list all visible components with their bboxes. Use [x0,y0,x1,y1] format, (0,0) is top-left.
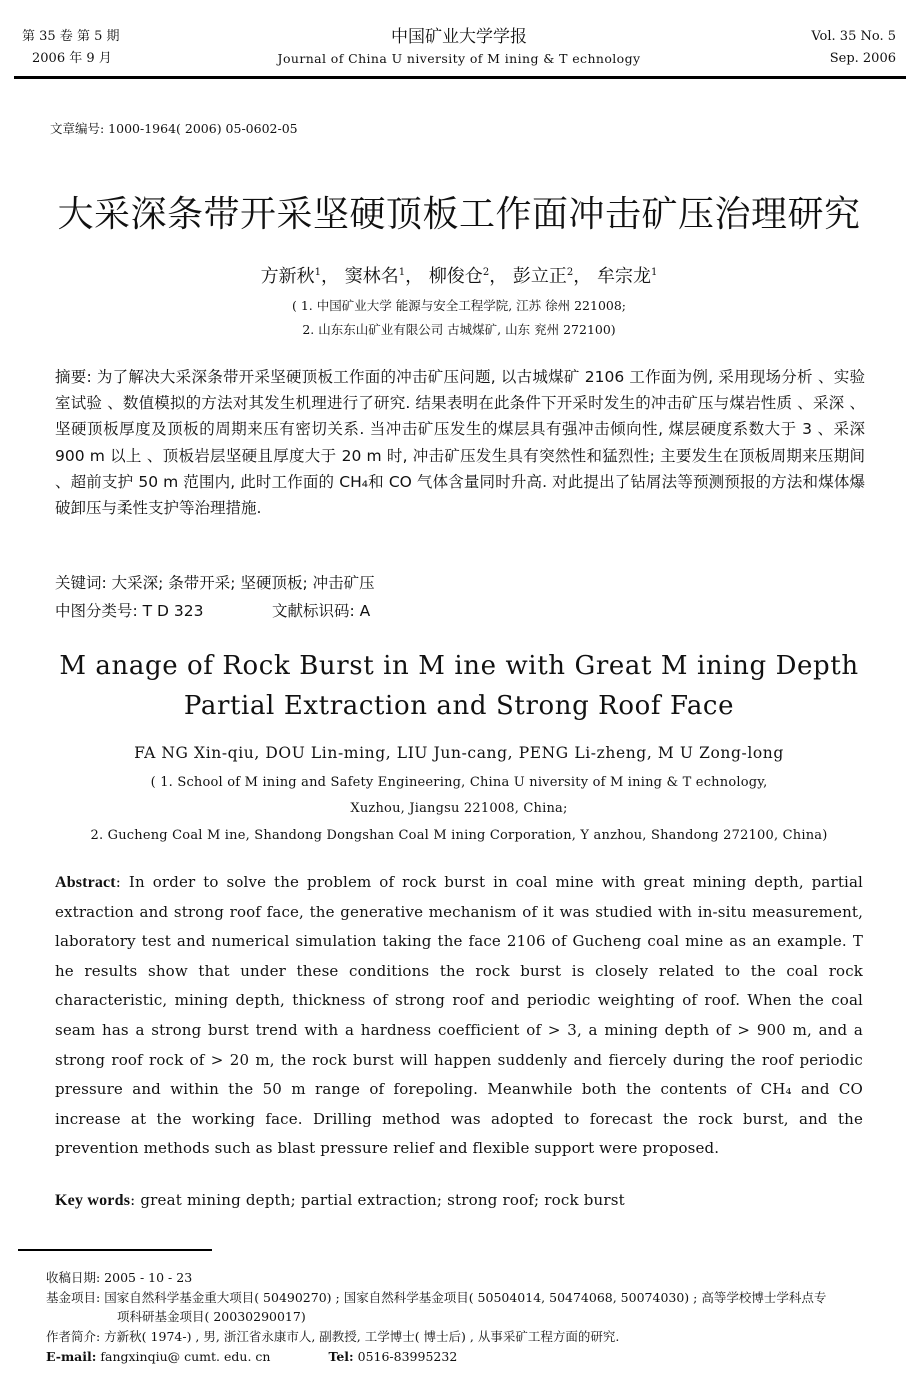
authors-cn [0,262,918,288]
document-code: 文献标识码: A [272,602,371,620]
abstract-en-text: : In order to solve the problem of rock burst in coal mine with great mining depth, partial extraction and strong roof face, the generative mechanism of it was studied with in-situ measurement, laboratory test and numerical simulation taking the face 2106 of Gucheng coal mine as an example. T he results show that under these conditions the rock burst is closely related to the coal rock characteristic, mining depth, thickness of strong roof and periodic weighting of roof. When the coal seam has a strong burst trend with a hardness coefficient of > 3, a mining depth of > 900 m, and a strong roof rock of > 20 m, the rock burst will happen suddenly and fiercely during the roof periodic pressure and within the 50 m range of forepoling. Meanwhile both the contents of CH₄ and CO increase at the working face. Drilling method was adopted to forecast the rock burst, and the prevention methods such as blast pressure relief and flexible support were proposed. [55,873,863,1158]
email-label: E-mail: [46,1349,97,1364]
authors-en: FA NG Xin-qiu, DOU Lin-ming, LIU Jun-cang, PENG Li-zheng, M U Zong-long [134,744,784,762]
author-affil-mark: 1 [651,267,658,278]
clc-number: 中图分类号: T D 323 [55,602,204,620]
header-right [811,26,896,70]
fund-line-2: 项科研基金项目( 20030290017) [117,1309,306,1324]
abstract-en-label: Abstract [55,874,116,891]
author-affil-mark: 1 [314,267,321,278]
author-name: 牟宗龙 [597,266,652,287]
tel-label: Tel: [328,1349,354,1364]
journal-name-cn: 中国矿业大学学报 [391,27,527,47]
contact-line [46,1347,457,1366]
journal-name-en: Journal of China U niversity of M ining & T echnology [277,51,641,66]
email-address: fangxinqiu@ cumt. edu. cn [96,1349,271,1364]
header-center [22,26,896,70]
keywords-en-label: Key words [55,1192,131,1209]
abstract-en [55,868,863,1164]
fund-line-1 [46,1288,826,1307]
tel-number: 0516-83995232 [353,1349,458,1364]
title-en [0,646,918,726]
author-affil-mark: 1 [398,267,406,278]
volume-en: Vol. 35 No. 5 [811,29,896,44]
title-en-line-1: M anage of Rock Burst in M ine with Great M ining Depth [59,651,859,681]
title-en-line-2: Partial Extraction and Strong Roof Face [183,691,735,721]
abstract-cn [55,364,865,521]
affiliation-en-2: Xuzhou, Jiangsu 221008, China; [350,801,568,816]
author-separator: ， [573,266,592,287]
author-name: 彭立正 [512,266,567,287]
received-date: 收稿日期: 2005 - 10 - 23 [46,1270,193,1285]
author-intro: 作者简介: 方新秋( 1974-) , 男, 浙江省永康市人, 副教授, 工学博士( 博士后) , 从事采矿工程方面的研究. [46,1329,620,1344]
author-name: 窦林名 [344,266,399,287]
author-separator: ， [489,266,508,287]
date-cn: 2006 年 9 月 [32,51,112,66]
fund-label: 基金项目: [46,1290,105,1305]
abstract-cn-text: 为了解决大采深条带开采坚硬顶板工作面的冲击矿压问题, 以古城煤矿 2106 工作面为例, 采用现场分析 、实验室试验 、数值模拟的方法对其发生机理进行了研究. 结果表明在此条件下开采时发生的冲击矿压与煤岩性质 、采深 、坚硬顶板厚度及顶板的周期来压有密切关系. 当冲击矿压发生的煤层具有强冲击倾向性, 煤层硬度系数大于 3 、采深 900 m 以上 、顶板岩层坚硬且厚度大于 20 m 时, 冲击矿压发生具有突然性和猛烈性; 主要发生在顶板周期来压期间 、超前支护 50 m 范围内, 此时工作面的 CH₄和 CO 气体含量同时升高. 对此提出了钻屑法等预测预报的方法和煤体爆破卸压与柔性支护等治理措施. [55,368,865,518]
running-header [22,26,896,70]
keywords-en-text: : great mining depth; partial extraction; strong roof; rock burst [130,1191,625,1209]
affiliation-cn-2: 2. 山东东山矿业有限公司 古城煤矿, 山东 兖州 272100) [302,322,616,337]
affiliation-en-1: ( 1. School of M ining and Safety Engineering, China U niversity of M ining & T echnology, [150,775,768,790]
fund-text: 国家自然科学基金重大项目( 50490270) ; 国家自然科学基金项目( 50504014, 50474068, 50074030) ; 高等学校博士学科点专 [104,1290,827,1305]
author-name: 方新秋 [260,266,315,287]
author-separator: ， [320,266,339,287]
footnote-rule [18,1249,212,1251]
title-cn: 大采深条带开采坚硬顶板工作面冲击矿压治理研究 [57,194,861,235]
article-number: 文章编号: 1000-1964( 2006) 05-0602-05 [50,121,298,136]
author-separator: ， [405,266,424,287]
affiliation-en-3: 2. Gucheng Coal M ine, Shandong Dongshan Coal M ining Corporation, Y anzhou, Shandong 272100, China) [90,828,828,843]
issue-cn: 第 35 卷 第 5 期 [22,29,120,44]
abstract-cn-label: 摘要: [55,368,97,386]
author-affil-mark: 2 [566,267,574,278]
header-rule [14,76,906,79]
date-en: Sep. 2006 [829,51,896,66]
affiliation-cn-1: ( 1. 中国矿业大学 能源与安全工程学院, 江苏 徐州 221008; [291,298,627,313]
keywords-cn: 关键词: 大采深; 条带开采; 坚硬顶板; 冲击矿压 [55,574,375,592]
author-name: 柳俊仓 [428,266,483,287]
author-affil-mark: 2 [482,267,490,278]
keywords-en [55,1191,625,1210]
